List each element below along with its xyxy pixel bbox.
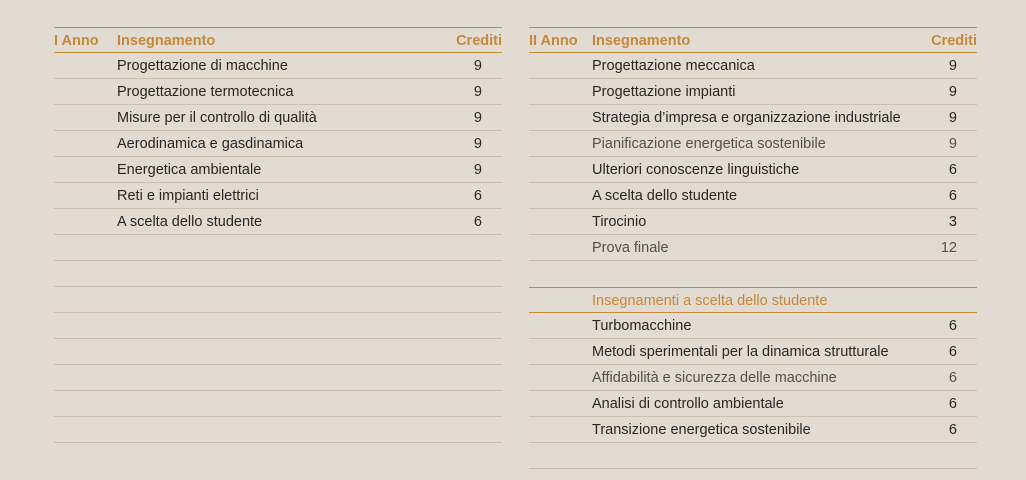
course-name: Progettazione impianti	[592, 84, 736, 100]
course-credits: 6	[948, 422, 957, 438]
course-credits: 6	[473, 188, 482, 204]
course-credits: 6	[948, 396, 957, 412]
year1-table	[54, 27, 502, 443]
year2-credits-label: Crediti	[931, 33, 977, 49]
course-credits: 9	[948, 84, 957, 100]
course-credits: 6	[948, 344, 957, 360]
course-credits: 9	[473, 136, 482, 152]
table-row	[54, 157, 502, 183]
course-name: Turbomacchine	[592, 318, 692, 334]
course-name: Tirocinio	[592, 214, 647, 230]
table-row	[529, 53, 977, 79]
empty-row	[54, 261, 502, 287]
course-name: Strategia d’impresa e organizzazione industriale	[592, 110, 901, 126]
course-name: Ulteriori conoscenze linguistiche	[592, 162, 800, 178]
electives-header	[529, 287, 977, 313]
course-credits: 9	[473, 162, 482, 178]
course-name: Misure per il controllo di qualità	[117, 110, 317, 126]
course-credits: 9	[473, 84, 482, 100]
course-credits: 6	[948, 370, 957, 386]
course-name: Affidabilità e sicurezza delle macchine	[592, 370, 837, 386]
course-credits: 9	[948, 58, 957, 74]
course-credits: 6	[948, 188, 957, 204]
table-row	[54, 53, 502, 79]
table-row	[529, 105, 977, 131]
year2-table	[529, 27, 977, 469]
table-row	[529, 131, 977, 157]
course-credits: 6	[948, 162, 957, 178]
course-name: Energetica ambientale	[117, 162, 262, 178]
empty-row	[54, 339, 502, 365]
table-row	[54, 79, 502, 105]
table-row	[529, 183, 977, 209]
table-row	[529, 339, 977, 365]
table-row	[529, 417, 977, 443]
empty-row	[54, 417, 502, 443]
table-row	[529, 235, 977, 261]
course-name: Transizione energetica sostenibile	[592, 422, 811, 438]
table-row	[54, 105, 502, 131]
course-name: Reti e impianti elettrici	[117, 188, 259, 204]
course-name: A scelta dello studente	[117, 214, 263, 230]
course-credits: 9	[473, 110, 482, 126]
table-row	[529, 313, 977, 339]
year1-course-label: Insegnamento	[117, 33, 216, 49]
table-row	[529, 157, 977, 183]
course-name: Progettazione di macchine	[117, 58, 288, 74]
empty-row	[54, 391, 502, 417]
course-credits: 12	[940, 240, 957, 256]
empty-row	[529, 443, 977, 469]
course-credits: 9	[948, 136, 957, 152]
year2-header	[529, 27, 977, 53]
course-name: Aerodinamica e gasdinamica	[117, 136, 304, 152]
course-name: Progettazione meccanica	[592, 58, 755, 74]
year2-year-label: II Anno	[529, 33, 578, 49]
year2-course-label: Insegnamento	[592, 33, 691, 49]
table-row	[529, 79, 977, 105]
course-credits: 3	[948, 214, 957, 230]
empty-row	[54, 235, 502, 261]
year1-credits-label: Crediti	[456, 33, 502, 49]
course-name: A scelta dello studente	[592, 188, 738, 204]
table-row	[54, 131, 502, 157]
course-credits: 9	[473, 58, 482, 74]
table-row	[54, 209, 502, 235]
year1-year-label: I Anno	[54, 33, 99, 49]
empty-row	[54, 313, 502, 339]
course-name: Metodi sperimentali per la dinamica strutturale	[592, 344, 889, 360]
course-name: Prova finale	[592, 240, 669, 256]
table-row	[529, 365, 977, 391]
empty-row	[54, 287, 502, 313]
table-row	[54, 183, 502, 209]
empty-row	[54, 365, 502, 391]
table-row	[529, 209, 977, 235]
course-name: Analisi di controllo ambientale	[592, 396, 784, 412]
course-credits: 6	[948, 318, 957, 334]
electives-title: Insegnamenti a scelta dello studente	[592, 293, 828, 309]
table-row	[529, 391, 977, 417]
course-name: Pianificazione energetica sostenibile	[592, 136, 826, 152]
course-credits: 6	[473, 214, 482, 230]
year1-header	[54, 27, 502, 53]
course-credits: 9	[948, 110, 957, 126]
course-name: Progettazione termotecnica	[117, 84, 294, 100]
